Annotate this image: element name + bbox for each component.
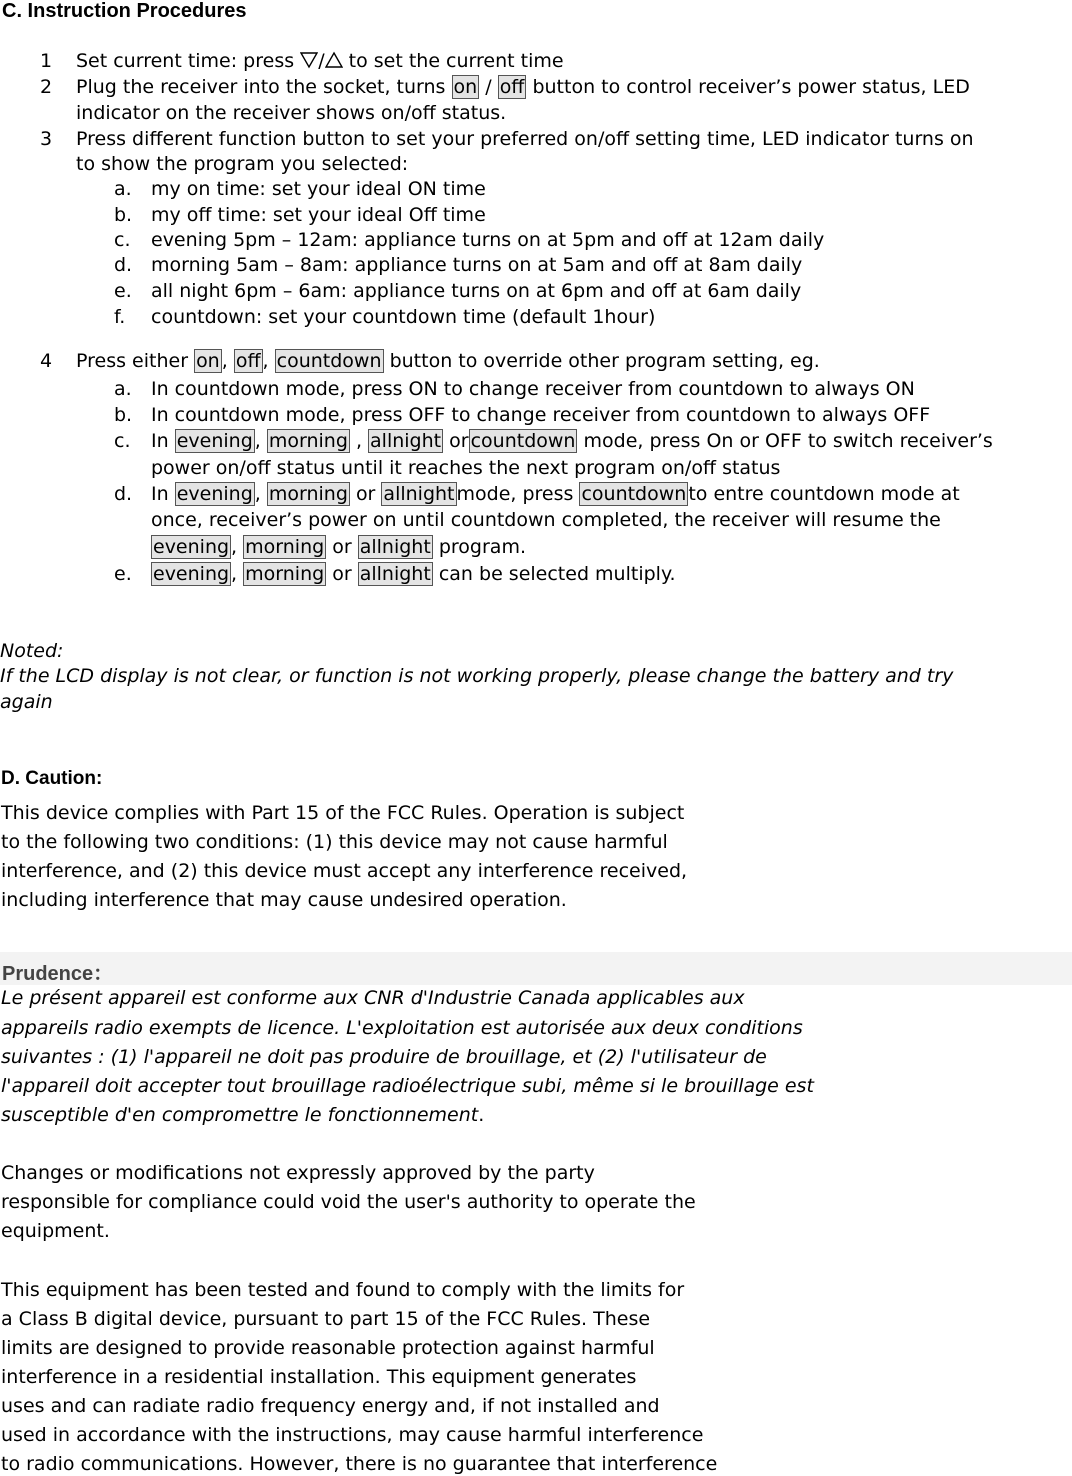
comma: , [262,350,269,372]
up-triangle-icon [325,51,343,69]
on-button-label: on [196,350,220,372]
down-triangle-icon [300,51,318,69]
step2-line1 [76,76,970,99]
step3-item-letter: d. [114,254,133,276]
evening-button-label: evening [176,430,253,452]
countdown-button-label: countdown [470,430,576,452]
word-in: In [151,483,169,505]
step3-item-letter: e. [114,280,132,302]
step4-item-d-line2: once, receiver’s power on until countdown completed, the receiver will resume the [151,509,941,531]
step4-item-text: In countdown mode, press OFF to change receiver from countdown to always OFF [151,404,931,426]
step4-item-letter: e. [114,563,132,585]
step3-item-text: my off time: set your ideal Off time [151,204,486,226]
prudence-line: susceptible d'en compromettre le fonctionnement [1,1104,479,1126]
step4-item-d-line3 [151,536,526,559]
changes-line: responsible for compliance could void the user's authority to operate the [1,1191,696,1213]
step4-item-text: In countdown mode, press ON to change receiver from countdown to always ON [151,378,915,400]
prudence-line: appareils radio exempts de licence. L'exploitation est autorisée aux deux conditions [1,1017,803,1039]
off-button-label: off [235,350,261,372]
comma: , [254,483,261,505]
step3-line2: to show the program you selected: [76,153,409,175]
morning-button-label: morning [245,563,325,585]
step3-item-text: my on time: set your ideal ON time [151,178,486,200]
caution-line: This device complies with Part 15 of the FCC Rules. Operation is subject [1,802,685,824]
step1-line [76,50,564,72]
step2-text-a: Plug the receiver into the socket, turns [76,76,446,98]
prudence-line: l'appareil doit accepter tout brouillage radioélectrique subi, même si le brouillage est [1,1075,814,1097]
evening-button-label: evening [153,563,230,585]
classb-line: used in accordance with the instructions, may cause harmful interference [1,1424,704,1446]
morning-button-label: morning [268,430,348,452]
allnight-button-label: allnight [359,563,431,585]
countdown-button-label: countdown [581,483,687,505]
caution-line: to the following two conditions: (1) this device may not cause harmful [1,831,668,853]
allnight-button-label: allnight [359,536,431,558]
word-or: or [332,536,352,558]
allnight-button-label: allnight [383,483,455,505]
comma: , [231,536,238,558]
step4-item-letter: d. [114,483,133,505]
evening-button-label: evening [153,536,230,558]
caution-line: including interference that may cause undesired operation. [1,889,567,911]
prudence-last-line [1,1104,484,1126]
step2-text-b: button to control receiver’s power status, LED [532,76,970,98]
step3-line1: Press different function button to set your preferred on/off setting time, LED indicator turns on [76,128,974,150]
step4-item-d-line1 [151,483,960,506]
step4-pre: Press either [76,350,189,372]
step3-item-text: all night 6pm – 6am: appliance turns on at 6pm and off at 6am daily [151,280,802,302]
classb-line: This equipment has been tested and found to comply with the limits for [1,1279,685,1301]
step3-number: 3 [40,128,53,150]
step4-c-post: mode, press On or OFF to switch receiver’s [583,430,993,452]
word-or: or [355,483,376,505]
noted-label: Noted: [0,640,64,662]
morning-button-label: morning [245,536,325,558]
classb-line: a Class B digital device, pursuant to part 15 of the FCC Rules. These [1,1308,651,1330]
prudence-header-band [0,952,1072,985]
prudence-title: Prudence： [2,963,114,985]
evening-button-label: evening [176,483,253,505]
step3-item-letter: a. [114,178,132,200]
noted-line1: If the LCD display is not clear, or function is not working properly, please change the battery and try [0,665,954,687]
step3-item-text: morning 5am – 8am: appliance turns on at 5am and off at 8am daily [151,254,803,276]
comma: , [254,430,261,452]
word-in: In [151,430,169,452]
classb-line: to radio communications. However, there is no guarantee that interference [1,1453,718,1475]
step4-e-post: can be selected multiply. [438,563,676,585]
classb-line: limits are designed to provide reasonable protection against harmful [1,1337,655,1359]
caution-line: interference, and (2) this device must accept any interference received, [1,860,688,882]
noted-line2: again [0,691,53,713]
prudence-period: . [478,1104,485,1126]
step4-d-post: to entre countdown mode at [688,483,960,505]
step3-item-text: countdown: set your countdown time (default 1hour) [151,306,656,328]
step3-item-letter: f. [114,306,126,328]
allnight-button-label: allnight [370,430,442,452]
step2-number: 2 [40,76,53,98]
classb-line: interference in a residential installation. This equipment generates [1,1366,637,1388]
step4-item-letter: c. [114,430,131,452]
step2-sep: / [485,76,492,98]
prudence-line: Le présent appareil est conforme aux CNR d'Industrie Canada applicables aux [1,987,745,1009]
morning-button-label: morning [268,483,348,505]
caution-title: D. Caution: [1,768,103,789]
step3-item-text: evening 5pm – 12am: appliance turns on at 5pm and off at 12am daily [151,229,825,251]
word-mode: mode, press [456,483,574,505]
word-or: or [332,563,352,585]
classb-line: uses and can radiate radio frequency energy and, if not installed and [1,1395,660,1417]
step4-line1 [76,350,820,373]
step4-item-letter: b. [114,404,133,426]
changes-line: Changes or modifications not expressly approved by the party [1,1162,595,1184]
step2-line2: indicator on the receiver shows on/off status. [76,102,507,124]
changes-line: equipment. [1,1220,110,1242]
section-c-title: C. Instruction Procedures [2,0,247,22]
step1-slash: / [318,50,325,72]
step3-item-letter: c. [114,229,131,251]
word-or: or [449,430,469,452]
step4-item-letter: a. [114,378,132,400]
step1-number: 1 [40,50,53,72]
step4-item-c-line1 [151,430,993,453]
comma: , [355,430,362,452]
comma: , [231,563,238,585]
step3-item-letter: b. [114,204,133,226]
step4-number: 4 [40,350,53,372]
countdown-button-label: countdown [276,350,382,372]
step4-item-c-line2: power on/off status until it reaches the next program on/off status [151,457,781,479]
step1-post: to set the current time [348,50,564,72]
step4-d-l3-post: program. [438,536,526,558]
step4-post: button to override other program setting, eg. [389,350,820,372]
step1-pre: Set current time: press [76,50,295,72]
on-button-label: on [453,76,478,98]
prudence-line: suivantes : (1) l'appareil ne doit pas produire de brouillage, et (2) l'utilisateur de [1,1046,767,1068]
off-button-label: off [499,76,525,98]
step4-item-e-line [151,563,676,586]
comma: , [221,350,228,372]
